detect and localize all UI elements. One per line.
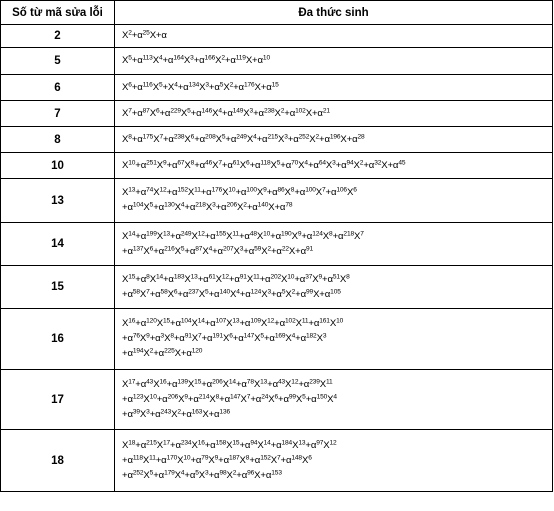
table-body bbox=[1, 25, 553, 492]
header-generator-polynomial: Đa thức sinh bbox=[115, 1, 553, 25]
polynomial-cell bbox=[115, 101, 553, 127]
error-count-cell: 6 bbox=[1, 75, 115, 101]
polynomial-cell bbox=[115, 127, 553, 153]
polynomial-cell bbox=[115, 430, 553, 492]
table-row bbox=[1, 153, 553, 179]
error-count-cell: 16 bbox=[1, 309, 115, 370]
polynomial-line: $+\alpha^{137}X^6+\alpha^{216}X^5+\alpha^{87}X^4+\alpha^{207}X^3+\alpha^{59}X^2+\alpha^{22}X+\alpha^{91}$ bbox=[122, 244, 314, 257]
table-row bbox=[1, 370, 553, 430]
polynomial-line: $+\alpha^{123}X^{10}+\alpha^{206}X^9+\alpha^{214}X^8+\alpha^{147}X^7+\alpha^{24}X^6+\alpha^{99}X^5+\alpha^{150}X^4$ bbox=[122, 392, 337, 405]
polynomial-line: $+\alpha^{76}X^9+\alpha^3X^8+\alpha^{91}X^7+\alpha^{191}X^6+\alpha^{147}X^5+\alpha^{169}X^4+\alpha^{182}X^3$ bbox=[122, 332, 327, 344]
error-count-cell: 13 bbox=[1, 179, 115, 223]
table-row bbox=[1, 127, 553, 153]
polynomial-line: $+\alpha^{194}X^2+\alpha^{225}X+\alpha^{120}$ bbox=[122, 347, 203, 359]
table-row bbox=[1, 25, 553, 48]
polynomial-cell bbox=[115, 48, 553, 75]
polynomial-line: $X^2+\alpha^{25}X+\alpha$ bbox=[122, 29, 167, 41]
table-row bbox=[1, 430, 553, 492]
table-row bbox=[1, 75, 553, 101]
error-count-cell: 2 bbox=[1, 25, 115, 48]
table-header-row bbox=[1, 1, 553, 25]
polynomial-cell bbox=[115, 153, 553, 179]
polynomial-line: $X^5+\alpha^{113}X^4+\alpha^{164}X^3+\alpha^{166}X^2+\alpha^{119}X+\alpha^{10}$ bbox=[122, 54, 270, 66]
polynomial-cell bbox=[115, 370, 553, 430]
table-row bbox=[1, 179, 553, 223]
polynomial-line: $X^8+\alpha^{175}X^7+\alpha^{238}X^6+\alpha^{208}X^5+\alpha^{249}X^4+\alpha^{215}X^3+\alpha^{252}X^2+\alpha^{196}X+\alpha^{28}$ bbox=[122, 132, 365, 145]
error-count-cell: 8 bbox=[1, 127, 115, 153]
polynomial-line: $+\alpha^{118}X^{11}+\alpha^{170}X^{10}+\alpha^{79}X^9+\alpha^{187}X^8+\alpha^{152}X^7+\alpha^{148}X^6$ bbox=[122, 453, 312, 466]
error-count-cell: 7 bbox=[1, 101, 115, 127]
error-count-cell: 10 bbox=[1, 153, 115, 179]
error-count-cell: 14 bbox=[1, 223, 115, 266]
polynomial-line: $X^{16}+\alpha^{120}X^{15}+\alpha^{104}X^{14}+\alpha^{107}X^{13}+\alpha^{109}X^{12}+\alpha^{102}X^{11}+\alpha^{161}X^{10}$ bbox=[122, 317, 344, 329]
header-error-count: Số từ mã sửa lỗi bbox=[1, 1, 115, 25]
polynomial-line: $+\alpha^{104}X^5+\alpha^{130}X^4+\alpha^{218}X^3+\alpha^{206}X^2+\alpha^{140}X+\alpha^{78}$ bbox=[122, 201, 293, 213]
polynomial-line: $+\alpha^{252}X^5+\alpha^{179}X^4+\alpha^5X^3+\alpha^{98}X^2+\alpha^{96}X+\alpha^{153}$ bbox=[122, 468, 282, 481]
polynomial-line: $X^7+\alpha^{87}X^6+\alpha^{229}X^5+\alpha^{146}X^4+\alpha^{149}X^3+\alpha^{238}X^2+\alpha^{102}X+\alpha^{21}$ bbox=[122, 106, 330, 119]
polynomial-line: $X^{15}+\alpha^8X^{14}+\alpha^{183}X^{13}+\alpha^{61}X^{12}+\alpha^{91}X^{11}+\alpha^{202}X^{10}+\alpha^{37}X^9+\alpha^{51}X^8$ bbox=[122, 272, 350, 285]
polynomial-cell bbox=[115, 75, 553, 101]
polynomial-line: $X^{17}+\alpha^{43}X^{16}+\alpha^{139}X^{15}+\alpha^{206}X^{14}+\alpha^{78}X^{13}+\alpha^{43}X^{12}+\alpha^{239}X^{11}$ bbox=[122, 377, 333, 390]
polynomial-cell bbox=[115, 309, 553, 370]
polynomial-line: $X^{10}+\alpha^{251}X^9+\alpha^{67}X^8+\alpha^{46}X^7+\alpha^{61}X^6+\alpha^{118}X^5+\alpha^{70}X^4+\alpha^{64}X^3+\alpha^{94}X^2+\alpha^{32}X+\alpha^{45}$ bbox=[122, 158, 406, 171]
polynomial-line: $X^{13}+\alpha^{74}X^{12}+\alpha^{152}X^{11}+\alpha^{176}X^{10}+\alpha^{100}X^9+\alpha^{86}X^8+\alpha^{100}X^7+\alpha^{106}X^6$ bbox=[122, 186, 357, 198]
error-count-cell: 5 bbox=[1, 48, 115, 75]
table-row bbox=[1, 223, 553, 266]
polynomial-line: $+\alpha^{58}X^7+\alpha^{58}X^6+\alpha^{237}X^5+\alpha^{140}X^4+\alpha^{124}X^3+\alpha^5X^2+\alpha^{99}X+\alpha^{105}$ bbox=[122, 287, 341, 300]
error-count-cell: 17 bbox=[1, 370, 115, 430]
polynomial-line: $X^6+\alpha^{116}X^5+X^4+\alpha^{134}X^3+\alpha^5X^2+\alpha^{176}X+\alpha^{15}$ bbox=[122, 80, 279, 93]
error-count-cell: 18 bbox=[1, 430, 115, 492]
polynomial-cell bbox=[115, 25, 553, 48]
error-count-cell: 15 bbox=[1, 266, 115, 309]
polynomial-cell bbox=[115, 179, 553, 223]
polynomial-line: $+\alpha^{39}X^3+\alpha^{243}X^2+\alpha^{163}X+\alpha^{136}$ bbox=[122, 407, 230, 420]
table-row bbox=[1, 48, 553, 75]
polynomial-cell bbox=[115, 266, 553, 309]
table-row bbox=[1, 309, 553, 370]
polynomial-line: $X^{18}+\alpha^{215}X^{17}+\alpha^{234}X^{16}+\alpha^{158}X^{15}+\alpha^{94}X^{14}+\alpha^{184}X^{13}+\alpha^{97}X^{12}$ bbox=[122, 438, 337, 451]
table-row bbox=[1, 266, 553, 309]
table-row bbox=[1, 101, 553, 127]
polynomial-cell bbox=[115, 223, 553, 266]
polynomial-line: $X^{14}+\alpha^{199}X^{13}+\alpha^{249}X^{12}+\alpha^{155}X^{11}+\alpha^{48}X^{10}+\alpha^{190}X^9+\alpha^{124}X^8+\alpha^{218}X^7$ bbox=[122, 229, 364, 242]
